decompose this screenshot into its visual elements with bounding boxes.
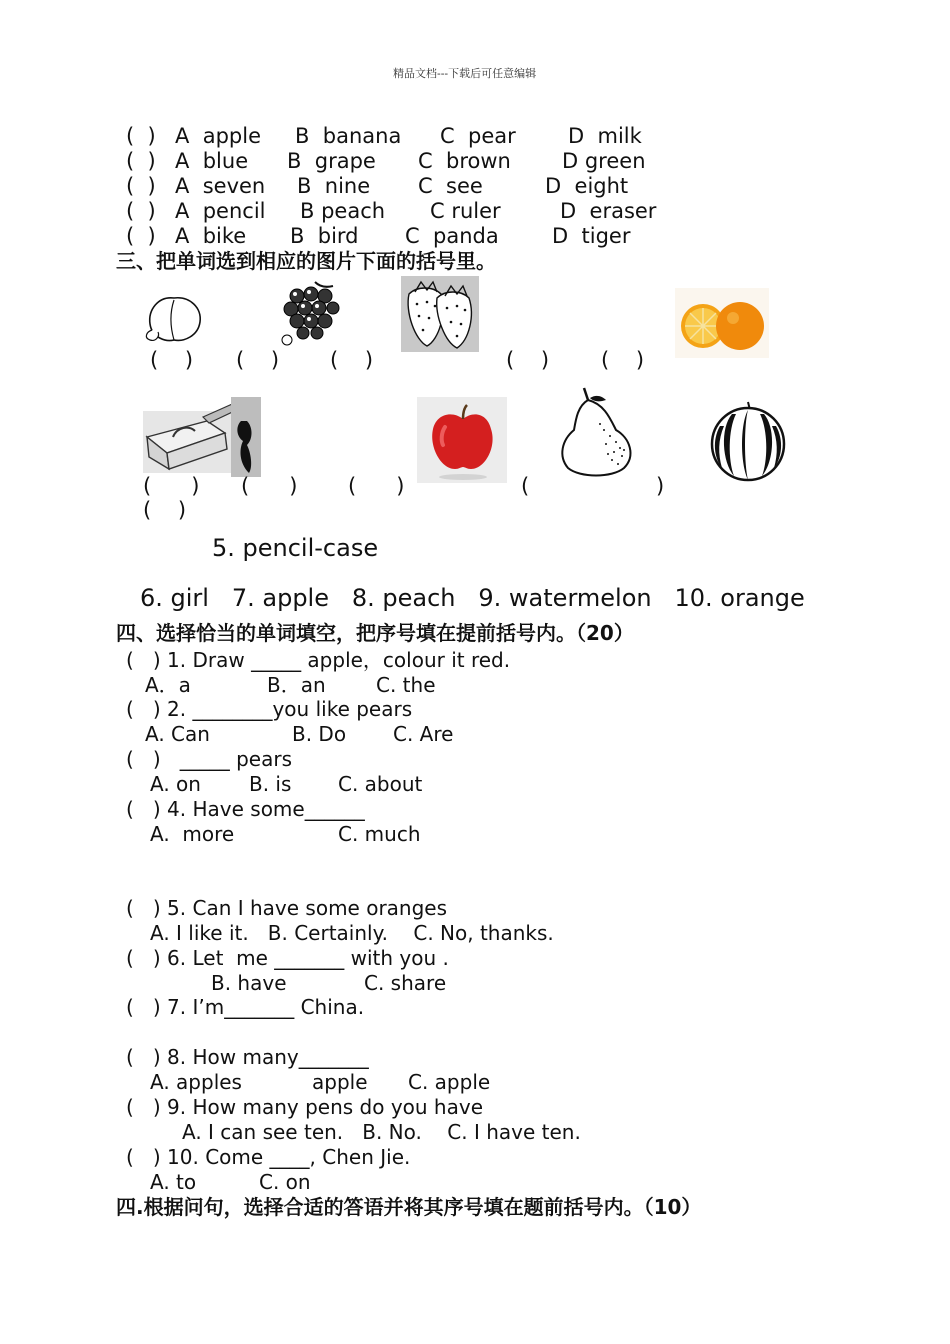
row-paren: ( ) [126, 124, 156, 148]
question-5: ( ) 5. Can I have some oranges [126, 896, 448, 920]
orange-icon [675, 288, 769, 358]
option: A．a [145, 673, 191, 697]
option-a: A bike [175, 224, 247, 248]
option: B. Do [292, 722, 347, 746]
option-d: D eight [545, 174, 629, 198]
option: C. share [364, 971, 447, 995]
option: C. about [338, 772, 423, 796]
option-b: B nine [297, 174, 371, 198]
option-c: C ruler [430, 199, 501, 223]
pear-icon [554, 384, 640, 478]
question-6: ( ) 6. Let me _______ with you . [126, 946, 449, 970]
option: apple [312, 1070, 368, 1094]
option-d: D tiger [552, 224, 631, 248]
question-7: ( ) 7. I’m_______ China. [126, 995, 365, 1019]
row-paren: ( ) [126, 224, 156, 248]
pencil-case-icon [143, 397, 261, 477]
option-d: D green [562, 149, 646, 173]
option-c: C panda [405, 224, 499, 248]
option: A. apples [150, 1070, 242, 1094]
answer-paren-open[interactable]: ( [521, 474, 530, 498]
option: B．an [267, 673, 326, 697]
option: C. on [259, 1170, 311, 1194]
option: A. more [150, 822, 235, 846]
watermelon-icon [708, 400, 790, 484]
option: C. much [338, 822, 421, 846]
grapes-icon [275, 278, 347, 350]
option: C. apple [408, 1070, 491, 1094]
options: A. I like it. B. Certainly. C. No, thanks. [150, 921, 554, 945]
option-b: B peach [300, 199, 386, 223]
answer-paren-close: ) [656, 474, 665, 498]
option-a: A pencil [175, 199, 266, 223]
answer-paren[interactable]: ( ) [506, 348, 550, 372]
option-b: B grape [287, 149, 376, 173]
row-paren: ( ) [126, 174, 156, 198]
option: B. have [211, 971, 287, 995]
answer-paren[interactable]: ( ) [348, 474, 405, 498]
strawberry-icon [401, 276, 479, 352]
option-d: D eraser [560, 199, 657, 223]
answer-paren[interactable]: ( ) [241, 474, 298, 498]
section-heading-4: 四、选择恰当的单词填空，把序号填在提前括号内。（20） [116, 621, 634, 645]
question-8: ( ) 8. How many_______ [126, 1045, 369, 1069]
option: B. is [249, 772, 292, 796]
row-paren: ( ) [126, 149, 156, 173]
option-d: D milk [568, 124, 642, 148]
answer-paren[interactable]: ( ) [143, 498, 187, 522]
row-paren: ( ) [126, 199, 156, 223]
peach-icon [140, 290, 208, 346]
word-list-line-2: 6. girl 7. apple 8. peach 9. watermelon 10. orange [140, 584, 805, 612]
option-c: C brown [418, 149, 511, 173]
answer-paren[interactable]: ( ) [601, 348, 645, 372]
option-a: A apple [175, 124, 261, 148]
option: C. Are [393, 722, 454, 746]
apple-icon [417, 397, 507, 483]
option-a: A seven [175, 174, 266, 198]
answer-paren[interactable]: ( ) [330, 348, 374, 372]
question-10: ( ) 10. Come ____, Chen Jie. [126, 1145, 411, 1169]
option-c: C pear [440, 124, 516, 148]
question-3: ( ) _____ pears [126, 747, 293, 771]
option-a: A blue [175, 149, 249, 173]
page-header: 精品文档---下载后可任意编辑 [393, 67, 537, 80]
question-4: ( ) 4. Have some______ [126, 797, 365, 821]
answer-paren[interactable]: ( ) [150, 348, 194, 372]
question-1: ( ) 1. Draw _____ apple，colour it red. [126, 648, 511, 672]
answer-paren[interactable]: ( ) [143, 474, 200, 498]
option-b: B bird [290, 224, 359, 248]
question-9: ( ) 9. How many pens do you have [126, 1095, 483, 1119]
option: A. on [150, 772, 201, 796]
section-heading-5: 四.根据问句，选择合适的答语并将其序号填在题前括号内。（10） [116, 1195, 702, 1219]
options: A. I can see ten. B. No. C. I have ten. [182, 1120, 581, 1144]
option-c: C see [418, 174, 483, 198]
option: A. Can [145, 722, 210, 746]
option-b: B banana [295, 124, 402, 148]
option: C. the [376, 673, 436, 697]
word-list-line-1: 5. pencil-case [212, 534, 379, 562]
option: A. to [150, 1170, 197, 1194]
section-heading-3: 三、把单词选到相应的图片下面的括号里。 [116, 249, 496, 273]
answer-paren[interactable]: ( ) [236, 348, 280, 372]
question-2: ( ) 2. ________you like pears [126, 697, 413, 721]
